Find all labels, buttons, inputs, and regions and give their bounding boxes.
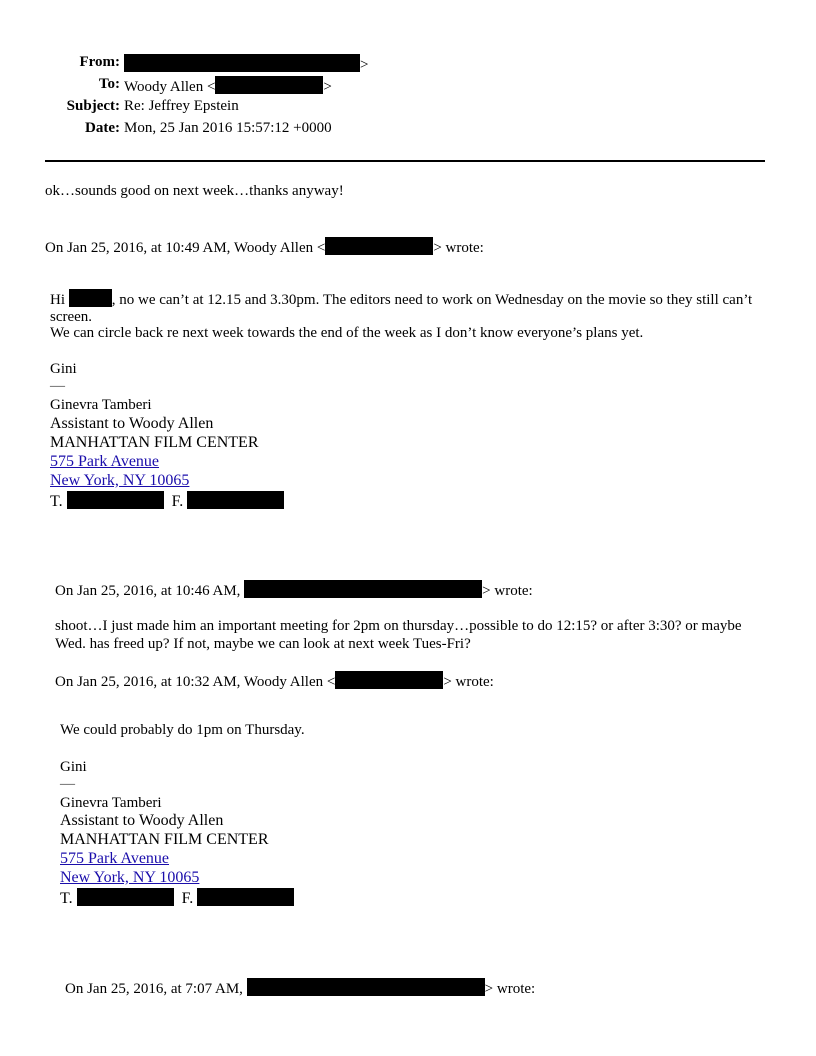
date-label: Date: [85, 120, 120, 136]
signature-company: MANHATTAN FILM CENTER [60, 831, 269, 848]
message-body: We can circle back re next week towards the end of the week as I don’t know everyone’s plans yet. [50, 325, 644, 341]
header-divider [45, 160, 765, 162]
message-body: ok…sounds good on next week…thanks anyway! [45, 183, 344, 199]
signoff: Gini [50, 361, 77, 377]
signature-name: Ginevra Tamberi [60, 795, 162, 811]
redaction-box [244, 580, 482, 598]
redaction-box [187, 491, 284, 509]
redaction-box [335, 671, 443, 689]
subject-label: Subject: [66, 98, 120, 114]
signoff: Gini [60, 759, 87, 775]
quote-intro: On Jan 25, 2016, at 10:46 AM, > wrote: [55, 580, 533, 600]
subject-value: Re: Jeffrey Epstein [124, 98, 239, 114]
quote-intro: On Jan 25, 2016, at 10:32 AM, Woody Allen < > wrote: [55, 671, 494, 691]
signature-title: Assistant to Woody Allen [50, 415, 214, 432]
redaction-box [77, 888, 174, 906]
quote-intro: On Jan 25, 2016, at 10:49 AM, Woody Allen < > wrote: [45, 237, 484, 257]
redaction-box [247, 978, 485, 996]
from-value: > [124, 54, 368, 74]
signature-phone: T. F. [60, 888, 294, 908]
address-link[interactable]: New York, NY 10065 [50, 472, 190, 489]
message-body: shoot…I just made him an important meeting for 2pm on thursday…possible to do 12:15? or after 3:30? or maybe Wed. has freed up? If not, maybe we can look at next week Tues-Fri? [55, 618, 742, 652]
message-body: We could probably do 1pm on Thursday. [60, 722, 305, 738]
address-link[interactable]: 575 Park Avenue [50, 453, 160, 470]
signature-name: Ginevra Tamberi [50, 397, 152, 413]
redaction-box [124, 54, 360, 72]
redaction-box [215, 76, 323, 94]
to-value: Woody Allen < > [124, 76, 332, 96]
date-value: Mon, 25 Jan 2016 15:57:12 +0000 [124, 120, 332, 136]
redaction-box [197, 888, 294, 906]
signature-phone: T. F. [50, 491, 284, 511]
address-link[interactable]: 575 Park Avenue [60, 850, 170, 867]
redaction-box [325, 237, 433, 255]
to-label: To: [98, 76, 120, 92]
signature-dash: — [60, 776, 75, 792]
redaction-box [69, 289, 112, 307]
message-body: Hi , no we can’t at 12.15 and 3.30pm. The editors need to work on Wednesday on the movie so they still can’t screen. [50, 289, 770, 326]
redaction-box [67, 491, 164, 509]
address-link[interactable]: New York, NY 10065 [60, 869, 200, 886]
signature-company: MANHATTAN FILM CENTER [50, 434, 259, 451]
signature-title: Assistant to Woody Allen [60, 812, 224, 829]
from-label: From: [79, 54, 120, 70]
signature-dash: — [50, 378, 65, 394]
quote-intro: On Jan 25, 2016, at 7:07 AM, > wrote: [65, 978, 535, 998]
